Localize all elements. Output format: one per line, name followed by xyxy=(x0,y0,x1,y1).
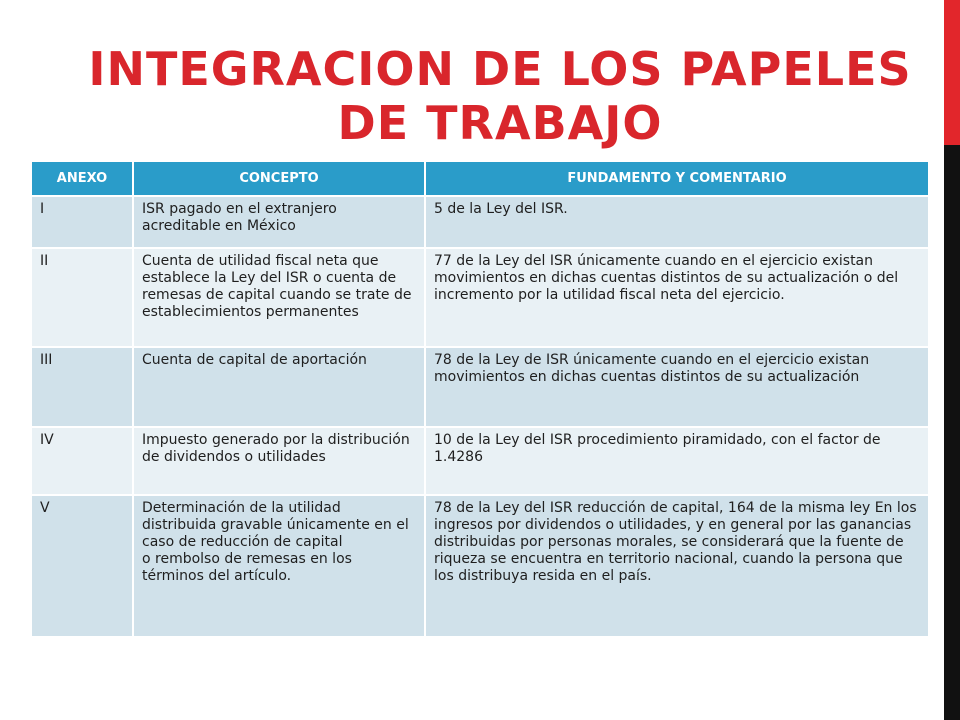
cell-anexo: III xyxy=(32,347,133,427)
cell-anexo: I xyxy=(32,196,133,248)
table-row xyxy=(32,427,928,495)
header-anexo: ANEXO xyxy=(32,162,133,196)
slide-title-line-1: INTEGRACION DE LOS PAPELES xyxy=(88,42,912,96)
cell-concepto: Cuenta de capital de aportación xyxy=(133,347,425,427)
slide-title-line-2: DE TRABAJO xyxy=(337,96,663,150)
cell-concepto: Determinación de la utilidad distribuida gravable únicamente en el caso de reducción de capital o rembolso de remesas en los términos del artículo. xyxy=(133,495,425,637)
slide-title xyxy=(60,42,940,150)
papeles-table-container xyxy=(32,162,928,638)
table-row xyxy=(32,248,928,347)
cell-anexo: IV xyxy=(32,427,133,495)
papeles-table xyxy=(32,162,928,638)
cell-anexo: II xyxy=(32,248,133,347)
cell-concepto: Impuesto generado por la distribución de dividendos o utilidades xyxy=(133,427,425,495)
cell-concepto: ISR pagado en el extranjero acreditable en México xyxy=(133,196,425,248)
cell-fundamento: 5 de la Ley del ISR. xyxy=(425,196,928,248)
cell-fundamento: 78 de la Ley de ISR únicamente cuando en el ejercicio existan movimientos en dichas cuentas distintos de su actualización xyxy=(425,347,928,427)
header-fundamento: FUNDAMENTO Y COMENTARIO xyxy=(425,162,928,196)
side-accent-bar-red xyxy=(944,0,960,145)
cell-anexo: V xyxy=(32,495,133,637)
cell-fundamento: 78 de la Ley del ISR reducción de capital, 164 de la misma ley En los ingresos por dividendos o utilidades, y en general por las ganancias distribuidas por personas morales, se considerará que la fuente de riqueza se encuentra en territorio nacional, cuando la persona que los distribuya resida en el país. xyxy=(425,495,928,637)
table-row xyxy=(32,347,928,427)
cell-concepto: Cuenta de utilidad fiscal neta que establece la Ley del ISR o cuenta de remesas de capital cuando se trate de establecimientos permanentes xyxy=(133,248,425,347)
table-row xyxy=(32,495,928,637)
table-row xyxy=(32,196,928,248)
cell-fundamento: 10 de la Ley del ISR procedimiento piramidado, con el factor de 1.4286 xyxy=(425,427,928,495)
header-concepto: CONCEPTO xyxy=(133,162,425,196)
table-header-row xyxy=(32,162,928,196)
cell-fundamento: 77 de la Ley del ISR únicamente cuando en el ejercicio existan movimientos en dichas cuentas distintos de su actualización o del incremento por la utilidad fiscal neta del ejercicio. xyxy=(425,248,928,347)
